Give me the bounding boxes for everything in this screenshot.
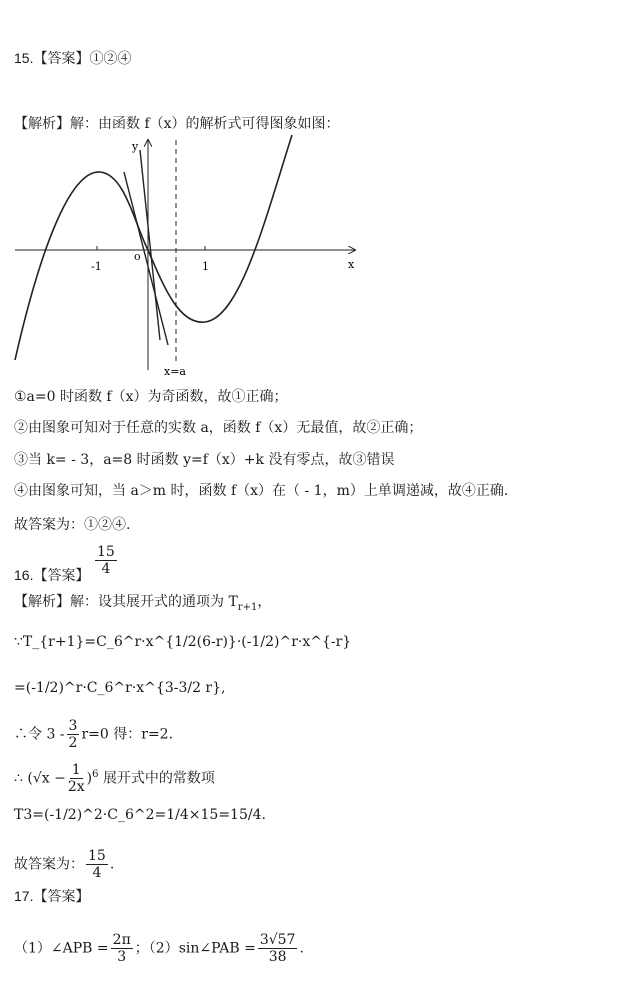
p2: sin∠PAB =: [178, 940, 256, 957]
num: 15: [97, 544, 115, 560]
q15-item-4: ④由图象可知，当 a＞m 时，函数 f（x）在（ - 1，m）上单调递减，故④正确.: [14, 483, 509, 499]
q16-heading-text: 16.【答案】: [14, 567, 90, 583]
q16-heading: [14, 565, 89, 585]
p2-num: 3√57: [259, 932, 296, 948]
q16-line5: T3=(-1/2)^2·C_6^2=1/4×15=15/4.: [14, 807, 266, 823]
q16-analysis: 【解析】解：设其展开式的通项为 $T_{r+1}$，: [14, 594, 272, 613]
t: 故答案为：: [14, 856, 84, 873]
t2: r=0 得：r=2.: [81, 726, 174, 743]
curve: [15, 135, 292, 360]
analysis-sub: r+1: [237, 601, 258, 613]
tick-1: 1: [202, 260, 209, 273]
q16-line1: ∵T_{r+1}=C_6^r·x^{1/2(6-r)}·(-1/2)^r·x^{-r}: [14, 634, 352, 650]
tangent-line-1: [124, 172, 168, 345]
den: 4: [92, 865, 102, 881]
t: 展开式中的常数项: [102, 770, 215, 787]
q15-heading: 15.【答案】①②④: [14, 50, 132, 66]
tick-neg1: -1: [91, 260, 102, 273]
p2-den: 38: [268, 949, 287, 965]
p1-den: 3: [117, 949, 127, 965]
q17-answer: （1）∠APB = $\frac{2\pi}{3}$ ；（2）sin∠PAB = $\frac{3√57}{38}$ .: [14, 932, 304, 965]
analysis-text: 【解析】解：设其展开式的通项为 T: [14, 594, 238, 610]
q16-line3: ∴令 3 - $\frac{3}{2}$ r=0 得：r=2.: [14, 718, 174, 751]
q15-conclusion: 故答案为：①②④.: [14, 517, 131, 533]
origin-label: o: [134, 250, 141, 263]
y-label: y: [132, 140, 139, 153]
q16-line4: ∴ (√x − $\frac{1}{2x}$ )$^6$ 展开式中的常数项: [14, 762, 215, 795]
q16-line2: =(-1/2)^r·C_6^r·x^{3-3/2 r},: [14, 680, 226, 696]
num: 15: [88, 848, 106, 864]
function-graph: [0, 130, 370, 380]
q16-conclusion: 故答案为： $\frac{15}{4}$ .: [14, 848, 115, 881]
den: 4: [101, 561, 111, 577]
t: ∴令 3 -: [14, 726, 65, 743]
asymptote-label: x=a: [164, 365, 186, 378]
q17-heading: 17.【答案】: [14, 888, 90, 904]
q15-analysis: 【解析】解：由函数 f（x）的解析式可得图象如图：: [14, 116, 340, 132]
q15-item-2: ②由图象可知对于任意的实数 a，函数 f（x）无最值，故②正确；: [14, 420, 423, 436]
sep: ；（2）: [134, 940, 179, 957]
p1-num: 2π: [112, 932, 131, 948]
q15-item-3: ③当 k= - 3，a=8 时函数 y=f（x）+k 没有零点，故③错误: [14, 452, 395, 468]
q16-answer-fraction: [95, 544, 117, 577]
p1: ∠APB =: [50, 940, 109, 957]
x-label: x: [348, 258, 355, 271]
p1-label: （1）: [14, 940, 51, 957]
q15-item-1: ①a=0 时函数 f（x）为奇函数，故①正确；: [14, 389, 288, 405]
